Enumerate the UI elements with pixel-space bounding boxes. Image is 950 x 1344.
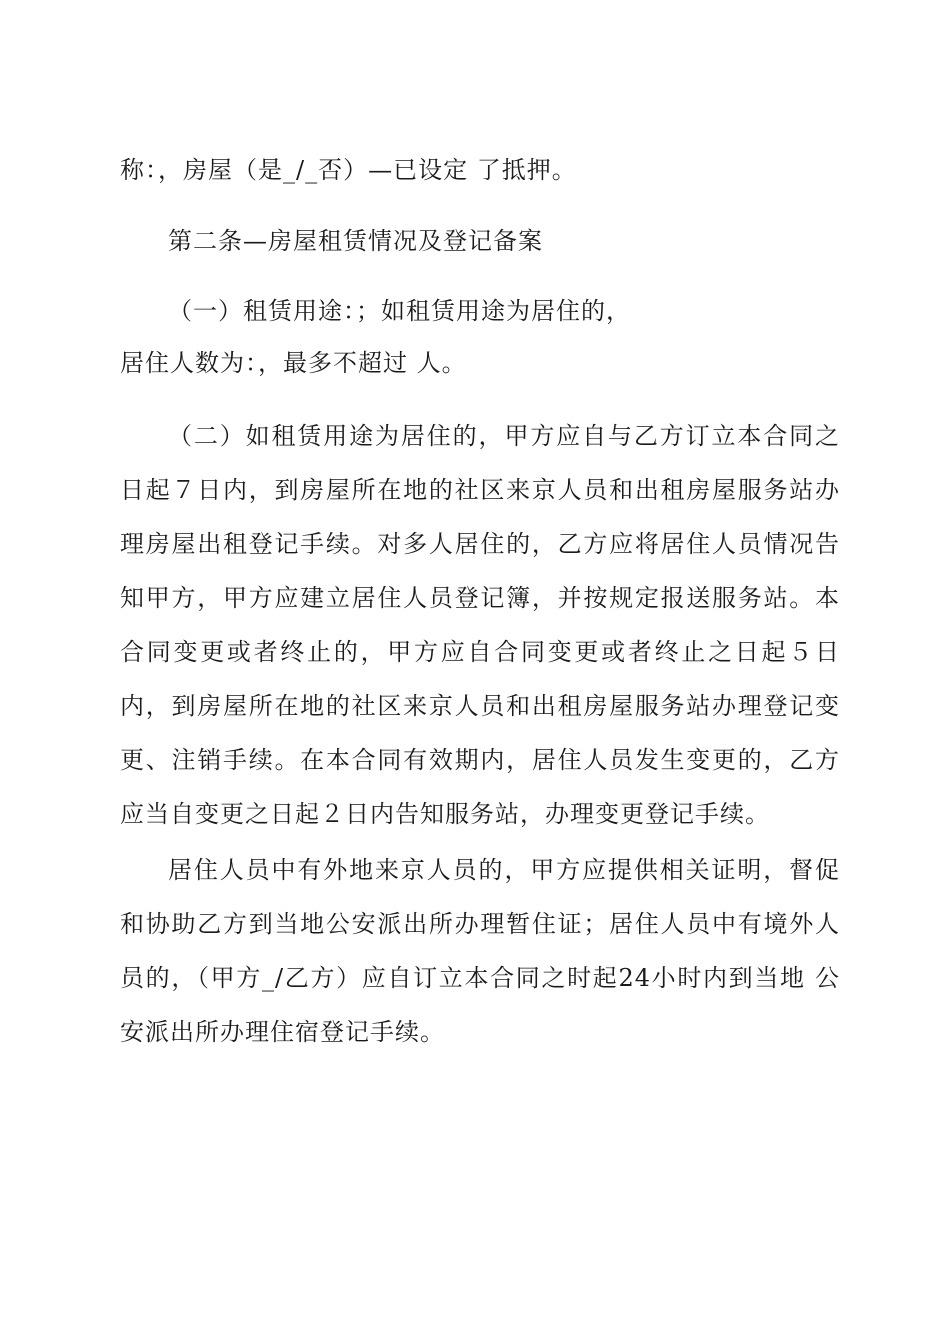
paragraph-mortgage-status: 称：，房屋（是_/_否）—已设定 了抵押。 [120, 156, 577, 184]
article-heading: 第二条—房屋租赁情况及登记备案 [168, 227, 543, 255]
residents-registration-paragraph: 居住人员中有外地来京人员的，甲方应提供相关证明，督促和协助乙方到当地公安派出所办理暂住证；居住人员中有境外人员的，（甲方_/乙方）应自订立本合同之时起24小时内到当地 公安派出所办理住宿登记手续。 [120, 856, 840, 1046]
item-1-rental-purpose: （一）租赁用途：；如租赁用途为居住的， [168, 297, 631, 325]
item-2-registration-paragraph: （二）如租赁用途为居住的，甲方应自与乙方订立本合同之日起７日内，到房屋所在地的社区来京人员和出租房屋服务站办理房屋出租登记手续。对多人居住的，乙方应将居住人员情况告知甲方，甲方应建立居住人员登记簿，并按规定报送服务站。本合同变更或者终止的，甲方应自合同变更或者终止之日起５日内，到房屋所在地的社区来京人员和出租房屋服务站办理登记变更、注销手续。在本合同有效期内，居住人员发生变更的，乙方应当自变更之日起２日内告知服务站，办理变更登记手续。 [120, 422, 840, 828]
item-1-occupant-count: 居住人数为：，最多不超过 人。 [120, 349, 467, 377]
